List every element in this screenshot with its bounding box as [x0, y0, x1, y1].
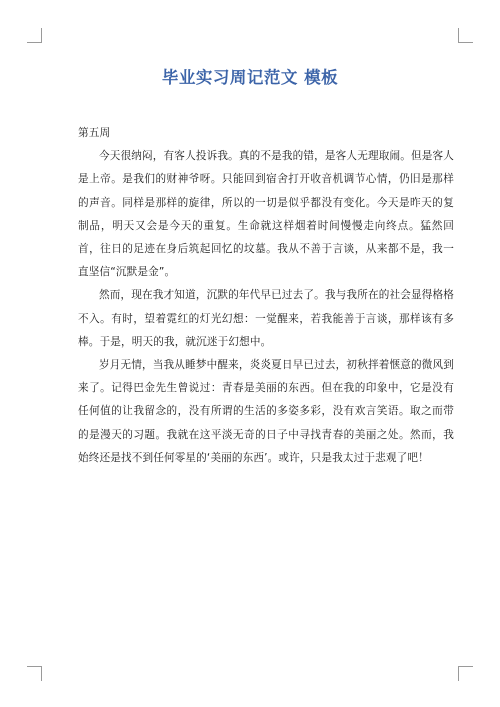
document-body: [78, 122, 454, 470]
crop-mark-bottom-left: [27, 666, 42, 681]
crop-mark-top-left: [27, 28, 42, 43]
paragraph: 今天很纳闷，有客人投诉我。真的不是我的错，是客人无理取闹。但是客人是上帝。是我们的财神爷呀。只能回到宿舍打开收音机调节心情，仍旧是那样的声音。同样是那样的旋律，所以的一切是似乎都没有变化。今天是昨天的复制品，明天又会是今天的重复。生命就这样烟着时间慢慢走向终点。猛然回首，往日的足迹在身后筑起回忆的坟墓。我从不善于言谈，从来都不是，我一直坚信“沉默是金”。: [78, 150, 454, 279]
crop-mark-bottom-right: [458, 666, 473, 681]
document-title: 毕业实习周记范文 模板: [161, 68, 339, 87]
crop-mark-top-right: [458, 28, 473, 43]
paragraph: 岁月无情，当我从睡梦中醒来，炎炎夏日早已过去，初秋拌着惬意的微风到来了。记得巴金先生曾说过：青春是美丽的东西。但在我的印象中，它是没有任何值的让我留念的，没有所谓的生活的多姿多彩，没有欢言笑语。取之而带的是漫天的习题。我就在这平淡无奇的日子中寻找青春的美丽之处。然而，我始终还是找不到任何零星的‘美丽的东西’。或许，只是我太过于悲观了吧！: [78, 359, 454, 464]
paragraph: 然而，现在我才知道，沉默的年代早已过去了。我与我所在的社会显得格格不入。有时，望着霓红的灯光幻想：一觉醒来，若我能善于言谈，那样该有多棒。于是，明天的我，就沉迷于幻想中。: [78, 289, 454, 348]
week-heading: 第五周: [78, 127, 111, 139]
